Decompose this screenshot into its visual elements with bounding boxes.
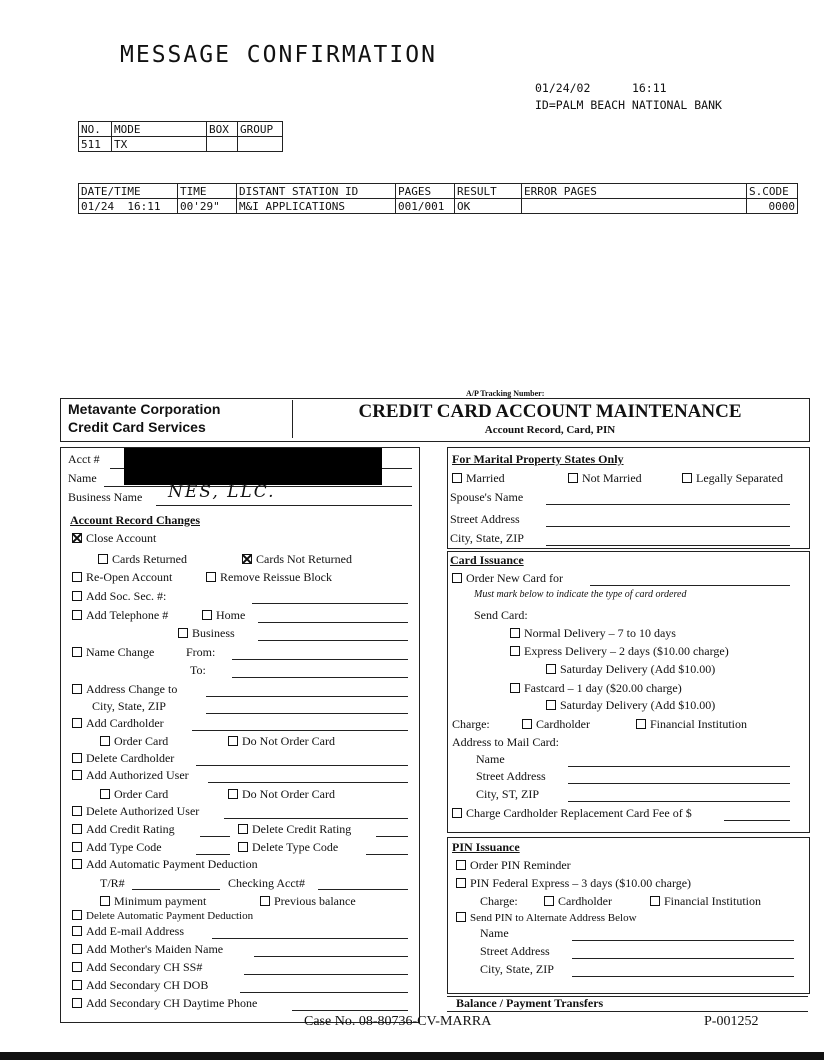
add-maiden-name-option[interactable]: Add Mother's Maiden Name <box>72 942 223 956</box>
order-pin-reminder-option[interactable]: Order PIN Reminder <box>456 858 571 872</box>
balance-heading: Balance / Payment Transfers <box>456 996 604 1010</box>
checkbox[interactable] <box>456 860 466 870</box>
pin-charge-cardholder-option[interactable]: Cardholder <box>544 894 612 908</box>
send-pin-alt-option[interactable]: Send PIN to Alternate Address Below <box>456 911 637 925</box>
add-auto-pay-option[interactable]: Add Automatic Payment Deduction <box>72 857 258 871</box>
marital-heading: For Marital Property States Only <box>452 452 624 466</box>
col-header: BOX <box>207 122 238 137</box>
checkbox[interactable] <box>178 628 188 638</box>
checkbox[interactable] <box>72 910 82 920</box>
add-secondary-dob-option[interactable]: Add Secondary CH DOB <box>72 978 208 992</box>
form-title: CREDIT CARD ACCOUNT MAINTENANCE <box>358 401 742 422</box>
home-option[interactable]: Home <box>202 608 245 622</box>
mail-street-label: Street Address <box>476 769 546 783</box>
delete-credit-rating-option[interactable]: Delete Credit Rating <box>238 822 351 836</box>
add-auth-user-option[interactable]: Add Authorized User <box>72 768 189 782</box>
checkbox[interactable] <box>238 824 248 834</box>
cards-returned-option[interactable]: Cards Returned <box>98 552 187 566</box>
checkbox[interactable] <box>452 808 462 818</box>
company-block <box>62 400 293 438</box>
pin-city-label: City, State, ZIP <box>480 962 554 976</box>
checkbox[interactable] <box>568 473 578 483</box>
checkbox[interactable] <box>456 912 466 922</box>
col-header: GROUP <box>238 122 283 137</box>
col-header: DISTANT STATION ID <box>237 184 396 199</box>
mail-name-label: Name <box>476 752 505 766</box>
checkbox[interactable] <box>650 896 660 906</box>
order-card-option[interactable]: Order Card <box>100 734 168 748</box>
table-cell: 01/24 16:11 <box>79 199 178 214</box>
to-label: To: <box>190 663 206 677</box>
fax-transmission-table <box>78 183 798 214</box>
checkbox[interactable] <box>72 572 82 582</box>
from-label: From: <box>186 645 216 659</box>
scan-edge-bar <box>0 1052 824 1060</box>
saturday-delivery-option-2[interactable]: Saturday Delivery (Add $10.00) <box>546 698 715 712</box>
col-header: NO. <box>79 122 112 137</box>
add-cardholder-option[interactable]: Add Cardholder <box>72 716 164 730</box>
form-subtitle: Account Record, Card, PIN <box>484 424 616 436</box>
legally-separated-option[interactable]: Legally Separated <box>682 471 783 485</box>
order-card-option-2[interactable]: Order Card <box>100 787 168 801</box>
checkbox[interactable] <box>510 628 520 638</box>
redaction-block <box>124 448 382 485</box>
checkbox[interactable] <box>72 591 82 601</box>
pin-fedex-option[interactable]: PIN Federal Express – 3 days ($10.00 charge) <box>456 876 691 890</box>
checkbox[interactable] <box>72 926 82 936</box>
not-married-option[interactable]: Not Married <box>568 471 642 485</box>
table-cell: 001/001 <box>396 199 455 214</box>
checkbox[interactable] <box>98 554 108 564</box>
table-cell <box>238 137 283 152</box>
name-label: Name <box>68 471 97 485</box>
reopen-account-option[interactable]: Re-Open Account <box>72 570 172 584</box>
case-number: Case No. 08-80736-CV-MARRA <box>304 1014 492 1029</box>
table-cell <box>207 137 238 152</box>
fastcard-option[interactable]: Fastcard – 1 day ($20.00 charge) <box>510 681 682 695</box>
checkbox[interactable] <box>452 573 462 583</box>
account-changes-heading: Account Record Changes <box>70 513 200 527</box>
charge-cardholder-option[interactable]: Cardholder <box>522 717 590 731</box>
col-header: RESULT <box>455 184 522 199</box>
spouse-city-label: City, State, ZIP <box>450 531 524 545</box>
address-change-option[interactable]: Address Change to <box>72 682 177 696</box>
checkbox[interactable] <box>72 684 82 694</box>
checkbox[interactable] <box>72 610 82 620</box>
checkbox[interactable] <box>72 824 82 834</box>
table-cell: 511 <box>79 137 112 152</box>
checkbox[interactable] <box>546 664 556 674</box>
checkbox-checked[interactable] <box>72 533 82 543</box>
add-type-code-option[interactable]: Add Type Code <box>72 840 162 854</box>
checkbox[interactable] <box>100 736 110 746</box>
business-phone-option[interactable]: Business <box>178 626 235 640</box>
pin-name-label: Name <box>480 926 509 940</box>
normal-delivery-option[interactable]: Normal Delivery – 7 to 10 days <box>510 626 676 640</box>
mail-city-label: City, ST, ZIP <box>476 787 540 801</box>
table-cell <box>522 199 747 214</box>
company-name: Metavante Corporation <box>68 401 221 417</box>
checkbox[interactable] <box>72 806 82 816</box>
must-mark-note: Must mark below to indicate the type of card ordered <box>474 589 687 600</box>
spouse-name-label: Spouse's Name <box>450 490 524 504</box>
checkbox[interactable] <box>72 842 82 852</box>
married-option[interactable]: Married <box>452 471 505 485</box>
col-header: S.CODE <box>747 184 798 199</box>
close-account-option[interactable]: Close Account <box>72 531 156 545</box>
order-new-card-option[interactable]: Order New Card for <box>452 571 563 585</box>
add-credit-rating-option[interactable]: Add Credit Rating <box>72 822 175 836</box>
checkbox[interactable] <box>544 896 554 906</box>
table-cell: 0000 <box>747 199 798 214</box>
checkbox[interactable] <box>100 896 110 906</box>
checkbox[interactable] <box>206 572 216 582</box>
card-issuance-heading: Card Issuance <box>450 553 524 567</box>
fax-summary-table <box>78 121 283 152</box>
charge-label: Charge: <box>452 717 490 731</box>
remove-reissue-option[interactable]: Remove Reissue Block <box>206 570 332 584</box>
fax-id: ID=PALM BEACH NATIONAL BANK <box>535 98 722 112</box>
checkbox[interactable] <box>510 683 520 693</box>
add-secondary-phone-option[interactable]: Add Secondary CH Daytime Phone <box>72 996 257 1010</box>
checkbox[interactable] <box>260 896 270 906</box>
pin-charge-fin-inst-option[interactable]: Financial Institution <box>650 894 761 908</box>
tr-label: T/R# <box>100 876 125 890</box>
business-name-label: Business Name <box>68 490 143 504</box>
checkbox[interactable] <box>510 646 520 656</box>
checkbox[interactable] <box>100 789 110 799</box>
checkbox[interactable] <box>72 962 82 972</box>
checkbox[interactable] <box>72 980 82 990</box>
fax-title: MESSAGE CONFIRMATION <box>120 42 437 68</box>
replacement-fee-option[interactable]: Charge Cardholder Replacement Card Fee of $ <box>452 806 692 820</box>
spouse-street-label: Street Address <box>450 512 520 526</box>
mail-to-label: Address to Mail Card: <box>452 735 559 749</box>
delete-type-code-option[interactable]: Delete Type Code <box>238 840 338 854</box>
checkbox[interactable] <box>522 719 532 729</box>
table-cell: OK <box>455 199 522 214</box>
checkbox[interactable] <box>72 753 82 763</box>
add-secondary-ssn-option[interactable]: Add Secondary CH SS# <box>72 960 202 974</box>
add-email-option[interactable]: Add E-mail Address <box>72 924 184 938</box>
table-cell: TX <box>112 137 207 152</box>
checkbox[interactable] <box>72 998 82 1008</box>
acct-label: Acct # <box>68 452 100 466</box>
business-name-value[interactable]: NES, LLC. <box>168 482 276 502</box>
checkbox[interactable] <box>72 944 82 954</box>
cards-not-returned-option[interactable]: Cards Not Returned <box>242 552 352 566</box>
fax-time: 16:11 <box>631 81 667 95</box>
checkbox[interactable] <box>452 473 462 483</box>
add-telephone-option[interactable]: Add Telephone # <box>72 608 168 622</box>
checkbox[interactable] <box>546 700 556 710</box>
col-header: PAGES <box>396 184 455 199</box>
pin-charge-label: Charge: <box>480 894 518 908</box>
fax-date: 01/24/02 <box>535 81 591 95</box>
checkbox[interactable] <box>682 473 692 483</box>
pin-street-label: Street Address <box>480 944 550 958</box>
checkbox[interactable] <box>72 718 82 728</box>
do-not-order-option[interactable]: Do Not Order Card <box>228 734 335 748</box>
name-change-option[interactable]: Name Change <box>72 645 154 659</box>
delete-auto-pay-option[interactable]: Delete Automatic Payment Deduction <box>72 909 253 923</box>
checkbox[interactable] <box>456 878 466 888</box>
checkbox[interactable] <box>72 859 82 869</box>
checkbox[interactable] <box>72 770 82 780</box>
col-header: DATE/TIME <box>79 184 178 199</box>
checking-label: Checking Acct# <box>228 876 305 890</box>
express-delivery-option[interactable]: Express Delivery – 2 days ($10.00 charge) <box>510 644 729 658</box>
add-ssn-option[interactable]: Add Soc. Sec. #: <box>72 589 166 603</box>
min-payment-option[interactable]: Minimum payment <box>100 894 206 908</box>
prev-balance-option[interactable]: Previous balance <box>260 894 356 908</box>
city-state-zip-label: City, State, ZIP <box>92 699 166 713</box>
col-header: TIME <box>178 184 237 199</box>
tracking-label: A/P Tracking Number: <box>466 389 545 398</box>
table-cell: 00'29" <box>178 199 237 214</box>
fax-meta <box>535 80 722 114</box>
checkbox[interactable] <box>636 719 646 729</box>
bates-number: P-001252 <box>704 1014 759 1029</box>
checkbox[interactable] <box>228 736 238 746</box>
division-name: Credit Card Services <box>68 419 206 435</box>
checkbox[interactable] <box>228 789 238 799</box>
do-not-order-option-2[interactable]: Do Not Order Card <box>228 787 335 801</box>
checkbox-checked[interactable] <box>242 554 252 564</box>
table-cell: M&I APPLICATIONS <box>237 199 396 214</box>
delete-auth-user-option[interactable]: Delete Authorized User <box>72 804 199 818</box>
send-card-label: Send Card: <box>474 608 528 622</box>
checkbox[interactable] <box>72 647 82 657</box>
saturday-delivery-option-1[interactable]: Saturday Delivery (Add $10.00) <box>546 662 715 676</box>
delete-cardholder-option[interactable]: Delete Cardholder <box>72 751 174 765</box>
checkbox[interactable] <box>202 610 212 620</box>
checkbox[interactable] <box>238 842 248 852</box>
pin-heading: PIN Issuance <box>452 840 520 854</box>
col-header: ERROR PAGES <box>522 184 747 199</box>
charge-fin-inst-option[interactable]: Financial Institution <box>636 717 747 731</box>
col-header: MODE <box>112 122 207 137</box>
